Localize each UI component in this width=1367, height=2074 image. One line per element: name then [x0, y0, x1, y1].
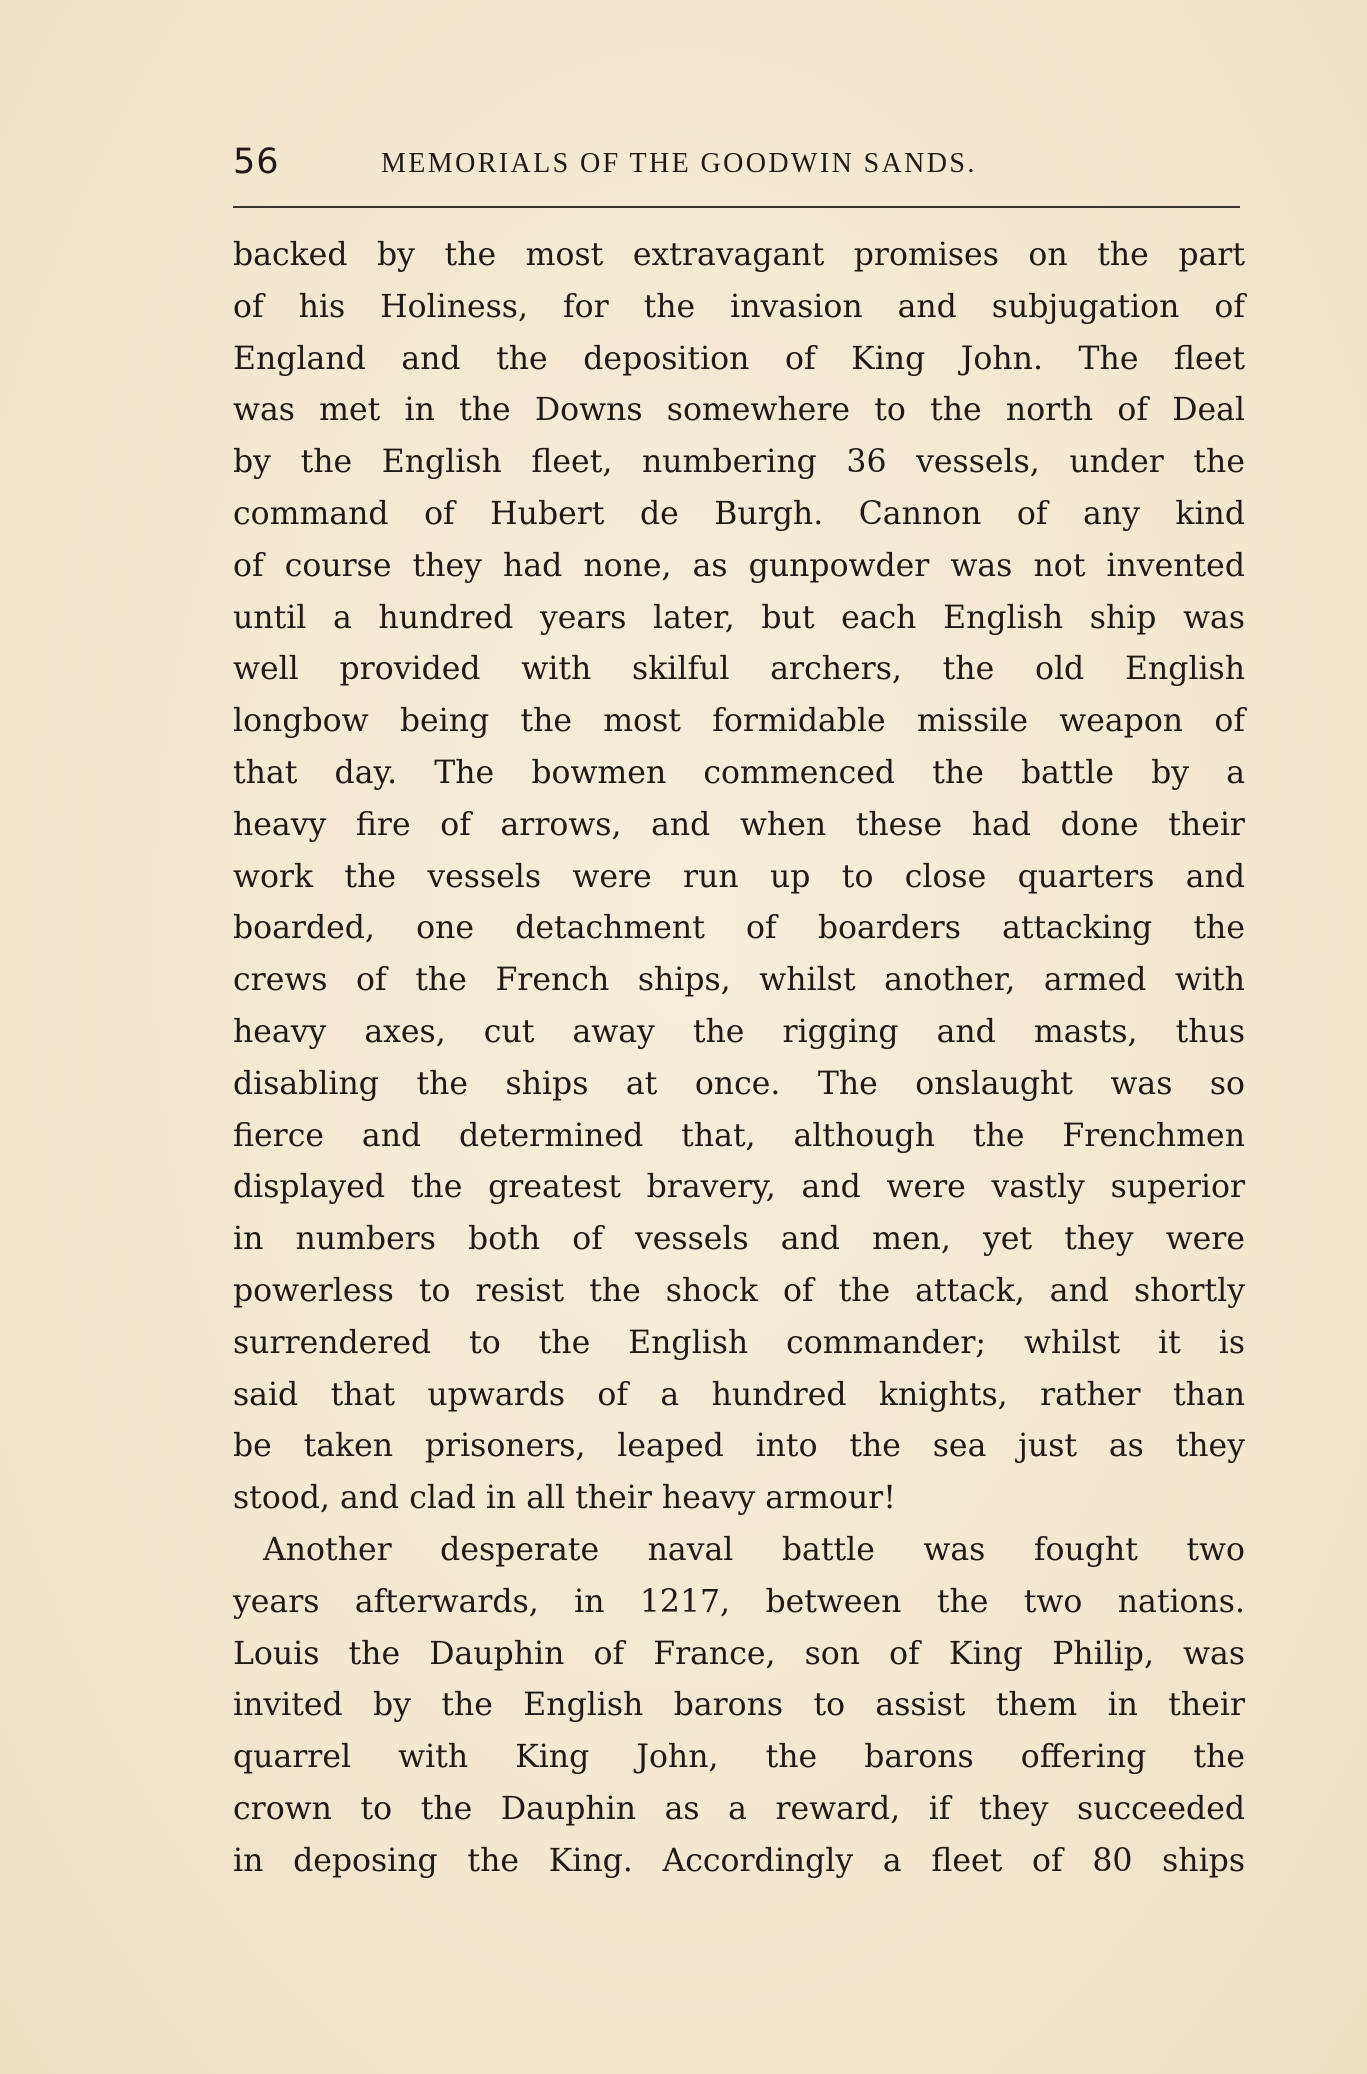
text-line: disabling the ships at once. The onslaught was so — [233, 1065, 1245, 1102]
text-line: of course they had none, as gunpowder was not invented — [233, 547, 1245, 584]
text-line: powerless to resist the shock of the attack, and shortly — [233, 1272, 1245, 1309]
text-line-paragraph-start: Another desperate naval battle was fought two — [263, 1531, 1245, 1568]
text-line: was met in the Downs somewhere to the north of Deal — [233, 392, 1245, 429]
text-line: be taken prisoners, leaped into the sea just as they — [233, 1428, 1245, 1465]
text-line: fierce and determined that, although the Frenchmen — [233, 1117, 1245, 1154]
text-line: in deposing the King. Accordingly a fleet of 80 ships — [233, 1842, 1245, 1879]
text-line: in numbers both of vessels and men, yet they were — [233, 1221, 1245, 1258]
text-line: said that upwards of a hundred knights, rather than — [233, 1376, 1245, 1413]
text-line: well provided with skilful archers, the old English — [233, 651, 1245, 688]
text-line: that day. The bowmen commenced the battle by a — [233, 754, 1245, 791]
text-line: displayed the greatest bravery, and were vastly superior — [233, 1169, 1245, 1206]
text-line-paragraph-end: stood, and clad in all their heavy armour! — [233, 1480, 896, 1517]
text-line: boarded, one detachment of boarders attacking the — [233, 910, 1245, 947]
text-line: command of Hubert de Burgh. Cannon of any kind — [233, 495, 1245, 532]
text-line: longbow being the most formidable missile weapon of — [233, 703, 1245, 740]
text-line: crews of the French ships, whilst another, armed with — [233, 962, 1245, 999]
text-line: surrendered to the English commander; whilst it is — [233, 1324, 1245, 1361]
text-line: years afterwards, in 1217, between the two nations. — [233, 1583, 1245, 1620]
text-line: backed by the most extravagant promises on the part — [233, 237, 1245, 273]
text-line: quarrel with King John, the barons offering the — [233, 1739, 1245, 1776]
page-number: 56 — [233, 142, 280, 182]
text-line: England and the deposition of King John. The fleet — [233, 340, 1245, 377]
text-line: crown to the Dauphin as a reward, if they succeeded — [233, 1790, 1245, 1827]
text-line: heavy axes, cut away the rigging and masts, thus — [233, 1013, 1245, 1050]
text-line: heavy fire of arrows, and when these had done their — [233, 806, 1245, 843]
text-line: until a hundred years later, but each English ship was — [233, 599, 1245, 636]
header-rule — [233, 206, 1240, 208]
text-line: invited by the English barons to assist them in their — [233, 1687, 1245, 1724]
running-head — [233, 142, 1239, 192]
text-line: of his Holiness, for the invasion and subjugation of — [233, 288, 1245, 325]
text-line: Louis the Dauphin of France, son of King Philip, was — [233, 1635, 1245, 1672]
body-text — [233, 230, 1245, 1888]
running-title: MEMORIALS OF THE GOODWIN SANDS. — [381, 148, 977, 179]
text-line: by the English fleet, numbering 36 vessels, under the — [233, 444, 1245, 481]
text-line: work the vessels were run up to close quarters and — [233, 858, 1245, 895]
